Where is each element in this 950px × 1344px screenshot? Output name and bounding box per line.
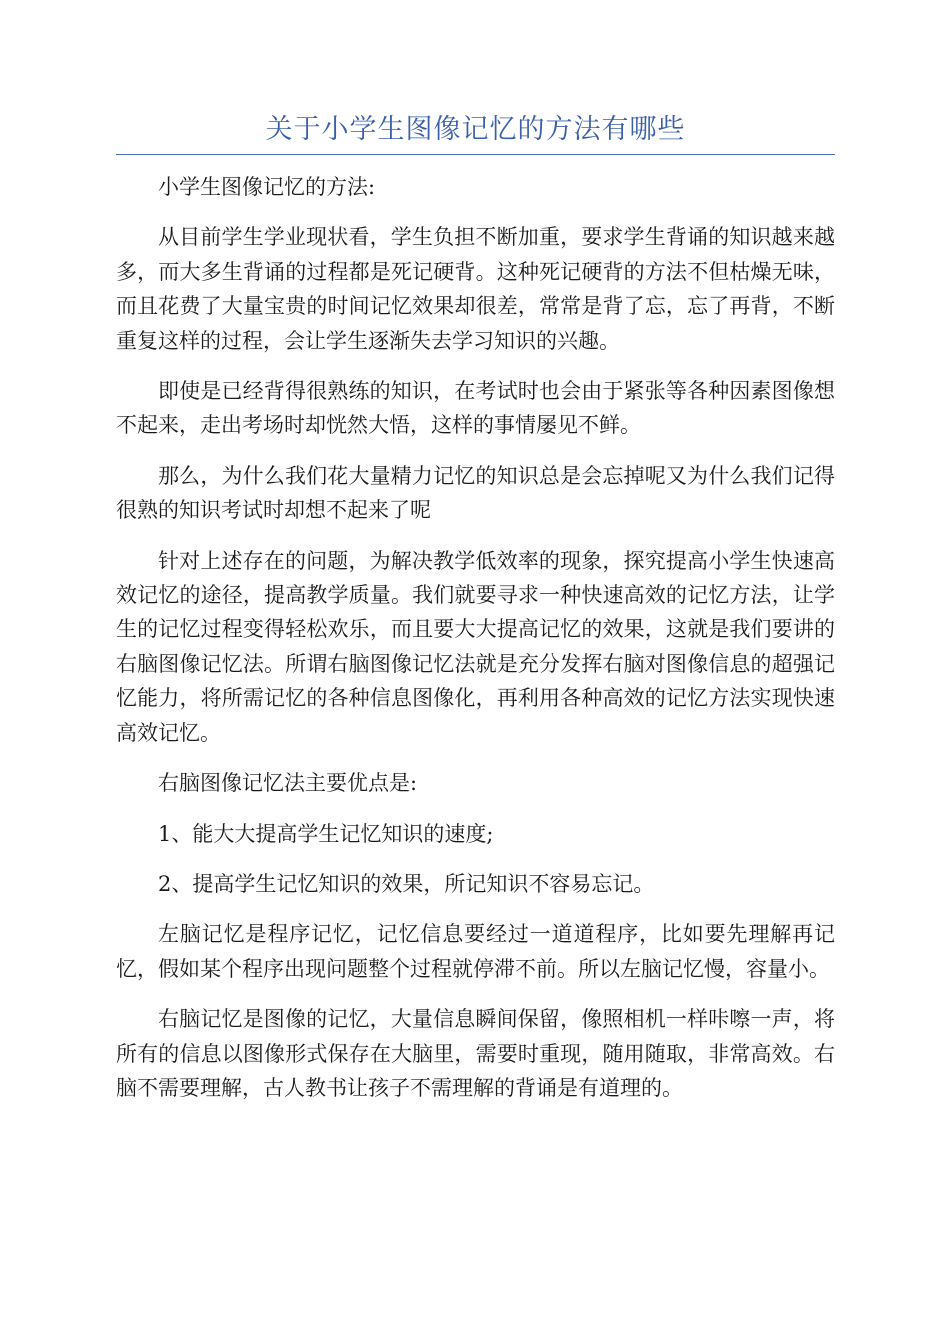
list-item-advantage-1: 1、能大大提高学生记忆知识的速度; xyxy=(158,821,494,846)
paragraph-advantages-heading: 右脑图像记忆法主要优点是: xyxy=(158,771,418,796)
paragraph-method-heading: 小学生图像记忆的方法: xyxy=(158,175,376,199)
paragraph-left-brain-memory: 左脑记忆是程序记忆，记忆信息要经过一道道程序，比如要先理解再记忆，假如某个程序出现问题整个过程就停滞不前。所以左脑记忆慢，容量小。 xyxy=(116,922,835,981)
paragraph-exam-forgetting: 即使是已经背得很熟练的知识，在考试时也会由于紧张等各种因素图像想不起来，走出考场时却恍然大悟，这样的事情屡见不鲜。 xyxy=(116,379,835,438)
paragraph-question: 那么，为什么我们花大量精力记忆的知识总是会忘掉呢又为什么我们记得很熟的知识考试时却想不起来了呢 xyxy=(116,463,835,523)
document-body xyxy=(116,170,835,1121)
document-title: 关于小学生图像记忆的方法有哪些 xyxy=(265,114,686,145)
list-item-advantage-2: 2、提高学生记忆知识的效果，所记知识不容易忘记。 xyxy=(158,871,655,896)
paragraph-current-situation: 从目前学生学业现状看，学生负担不断加重，要求学生背诵的知识越来越多，而大多生背诵的过程都是死记硬背。这种死记硬背的方法不但枯燥无味，而且花费了大量宝贵的时间记忆效果却很差，常常是背了忘，忘了再背，不断重复这样的过程，会让学生逐渐失去学习知识的兴趣。 xyxy=(116,225,835,353)
title-block xyxy=(116,108,835,155)
paragraph-right-brain-memory: 右脑记忆是图像的记忆，大量信息瞬间保留，像照相机一样咔嚓一声，将所有的信息以图像形式保存在大脑里，需要时重现，随用随取，非常高效。右脑不需要理解，古人教书让孩子不需理解的背诵是有道理的。 xyxy=(116,1007,835,1100)
title-underline-rule xyxy=(116,154,835,155)
paragraph-right-brain-method: 针对上述存在的问题，为解决教学低效率的现象，探究提高小学生快速高效记忆的途径，提高教学质量。我们就要寻求一种快速高效的记忆方法，让学生的记忆过程变得轻松欢乐，而且要大大提高记忆的效果，这就是我们要讲的右脑图像记忆法。所谓右脑图像记忆法就是充分发挥右脑对图像信息的超强记忆能力，将所需记忆的各种信息图像化，再利用各种高效的记忆方法实现快速高效记忆。 xyxy=(116,548,835,745)
